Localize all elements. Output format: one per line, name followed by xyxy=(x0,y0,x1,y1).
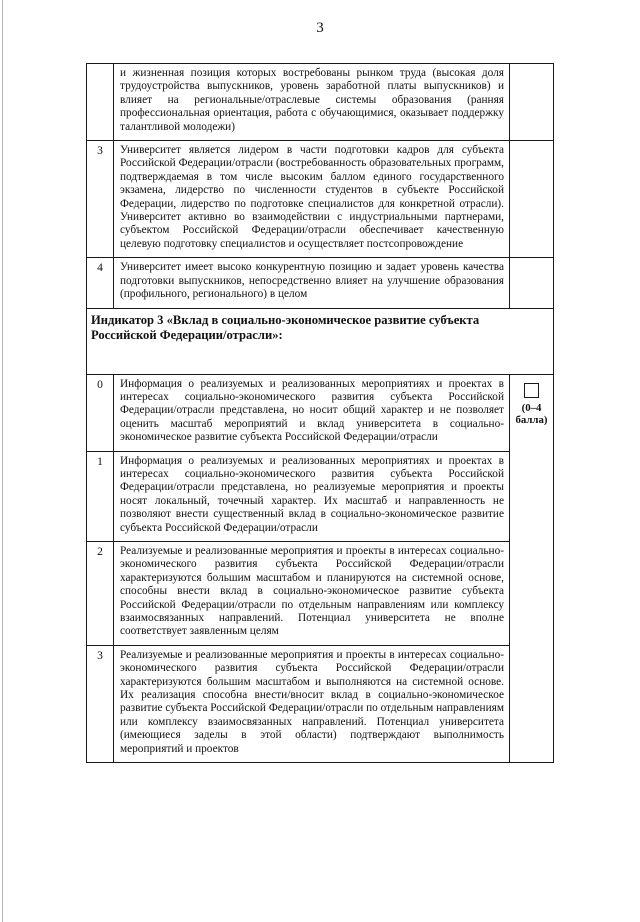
score-cell-empty xyxy=(510,141,554,258)
table-row xyxy=(87,451,554,541)
row-text-cell: Реализуемые и реализованные мероприятия и проекты в интересах социально-экономического развития субъекта Российской Федерации/отрасли характеризуются большим масштабом и выполняются на системной основе. Их реализация способна внести/вносит вклад в социально-экономическое развитие субъекта Российской Федерации/отрасли по отдельным направлениям или комплексу взаимосвязанных направлений. Потенциал университета (имеющиеся заделы в этой области) подтверждают выполнимость мероприятий и проектов xyxy=(114,645,510,762)
section-header-row xyxy=(87,308,554,374)
table-row xyxy=(87,541,554,645)
table-row xyxy=(87,258,554,308)
row-text-cell: Университет является лидером в части подготовки кадров для субъекта Российской Федерации/отрасли (востребованность образовательных программ, подтверждаемая в том числе высоким баллом единого государственного экзамена, лидерство по численности студентов в субъекте Российской Федерации, лидерство по подготовке специалистов для конкретной отрасли). Университет активно во взаимодействии с индустриальными партнерами, субъектом Российской Федерации/отрасли обеспечивает качественную целевую подготовку специалистов и осуществляет постсопровождение xyxy=(114,141,510,258)
score-cell xyxy=(510,374,554,763)
row-text-cell: и жизненная позиция которых востребованы рынком труда (высокая доля трудоустройства выпускников, уровень заработной платы выпускников) и влияет на региональные/отраслевые системы образования (ранняя профессиональная ориентация, работа с обучающимися, оказывает поддержку талантливой молодежи) xyxy=(114,64,510,141)
row-number-cell: 3 xyxy=(87,645,114,762)
section-header: Индикатор 3 «Вклад в социально-экономическое развитие субъекта Российской Федерации/отрасли»: xyxy=(87,308,554,374)
assessment-table xyxy=(86,63,554,763)
score-range-label: (0–4 балла) xyxy=(515,401,548,426)
row-text-cell: Реализуемые и реализованные мероприятия и проекты в интересах социально-экономического развития субъекта Российской Федерации/отрасли характеризуются большим масштабом и планируются на системной основе, способны внести вклад в социально-экономическое развитие субъекта Российской Федерации/отрасли по отдельным направлениям или комплексу взаимосвязанных направлений. Потенциал университета не вполне соответствует заявленным целям xyxy=(114,541,510,645)
row-number-cell: 4 xyxy=(87,258,114,308)
row-number-cell xyxy=(87,64,114,141)
table-row xyxy=(87,374,554,451)
row-number-cell: 3 xyxy=(87,141,114,258)
row-number-cell: 1 xyxy=(87,451,114,541)
page-number: 3 xyxy=(316,20,324,36)
row-number-cell: 2 xyxy=(87,541,114,645)
row-text-cell: Информация о реализуемых и реализованных мероприятиях и проектах в интересах социально-экономического развития субъекта Российской Федерации/отрасли представлена, но реализуемые мероприятия и проекты носят локальный, точечный характер. Их масштаб и направленность не позволяют внести существенный вклад в социально-экономическое развитие субъекта Российской Федерации/отрасли xyxy=(114,451,510,541)
table-row xyxy=(87,141,554,258)
scan-edge-artifact xyxy=(2,0,3,922)
table-row xyxy=(87,645,554,762)
score-cell-empty xyxy=(510,258,554,308)
row-number-cell: 0 xyxy=(87,374,114,451)
row-text-cell: Университет имеет высоко конкурентную позицию и задает уровень качества подготовки выпускников, непосредственно влияет на улучшение образования (профильного, регионального) в целом xyxy=(114,258,510,308)
table-row xyxy=(87,64,554,141)
score-checkbox xyxy=(524,383,539,398)
row-text-cell: Информация о реализуемых и реализованных мероприятиях и проектах в интересах социально-экономического развития субъекта Российской Федерации/отрасли представлена, но носит общий характер и не позволяет оценить масштаб мероприятий и вклад университета в социально-экономическое развитие субъекта Российской Федерации/отрасли xyxy=(114,374,510,451)
score-cell-empty xyxy=(510,64,554,141)
